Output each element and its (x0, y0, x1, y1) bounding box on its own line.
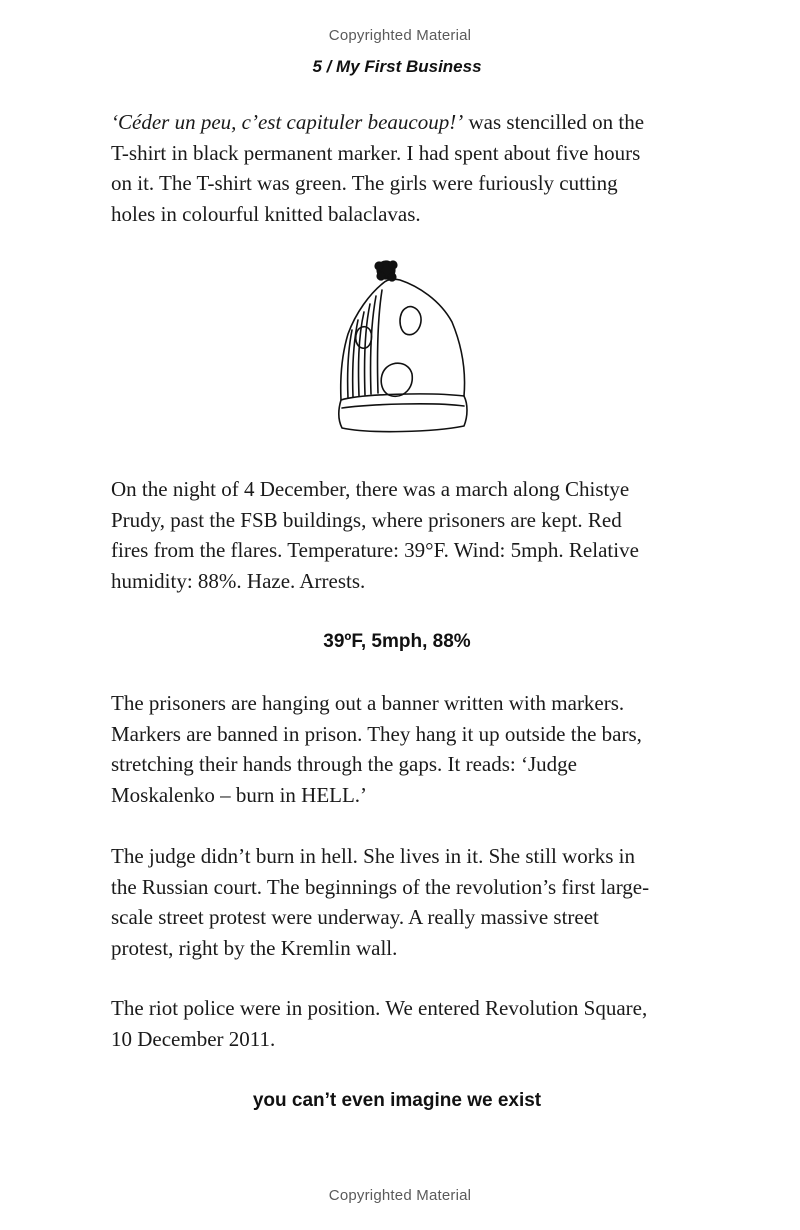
paragraph-march (111, 474, 683, 596)
eye-hole-right (400, 307, 421, 335)
paragraph-line: The riot police were in position. We entered Revolution Square, (111, 996, 648, 1020)
paragraph-line: was stencilled on the (463, 110, 645, 134)
paragraph-riot-police (111, 993, 683, 1054)
balaclava-rib-band (339, 396, 467, 432)
paragraph-line: protest, right by the Kremlin wall. (111, 935, 398, 960)
paragraph-tshirt (111, 107, 683, 229)
paragraph-line: holes in colourful knitted balaclavas. (111, 201, 421, 226)
copyright-watermark-bottom: Copyrighted Material (328, 1187, 472, 1204)
paragraph-line: T-shirt in black permanent marker. I had spent about five hours (111, 140, 641, 165)
mouth-hole (381, 363, 412, 396)
paragraph-line: The judge didn’t burn in hell. She lives in it. She still works in (111, 844, 635, 868)
copyright-watermark-top: Copyrighted Material (328, 27, 472, 44)
french-quote: ‘Céder un peu, c’est capituler beaucoup!’ (111, 110, 464, 134)
closing-subhead: you can’t even imagine we exist (252, 1090, 542, 1111)
paragraph-line: stretching their hands through the gaps. It reads: ‘Judge (111, 752, 577, 777)
paragraph-banner (111, 688, 683, 810)
paragraph-line: fires from the flares. Temperature: 39°F. Wind: 5mph. Relative (111, 538, 639, 563)
paragraph-line: humidity: 88%. Haze. Arrests. (111, 568, 366, 593)
paragraph-judge (111, 841, 683, 963)
paragraph-line: the Russian court. The beginnings of the revolution’s first large- (111, 874, 650, 899)
balaclava-illustration (330, 250, 475, 440)
paragraph-line: On the night of 4 December, there was a march along Chistye (111, 477, 630, 501)
paragraph-line: on it. The T-shirt was green. The girls were furiously cutting (111, 171, 618, 196)
eye-hole-left (356, 327, 372, 349)
weather-subhead: 39ºF, 5mph, 88% (323, 631, 471, 652)
paragraph-line: The prisoners are hanging out a banner written with markers. (111, 691, 625, 715)
paragraph-line: scale street protest were underway. A really massive street (111, 905, 599, 930)
pompom (375, 261, 397, 281)
paragraph-line: Prudy, past the FSB buildings, where prisoners are kept. Red (111, 507, 622, 532)
running-head: 5 / My First Business (312, 57, 482, 76)
paragraph-line: Moskalenko – burn in HELL.’ (111, 782, 368, 807)
paragraph-line: 10 December 2011. (111, 1026, 276, 1051)
paragraph-line: Markers are banned in prison. They hang it up outside the bars, (111, 721, 642, 746)
